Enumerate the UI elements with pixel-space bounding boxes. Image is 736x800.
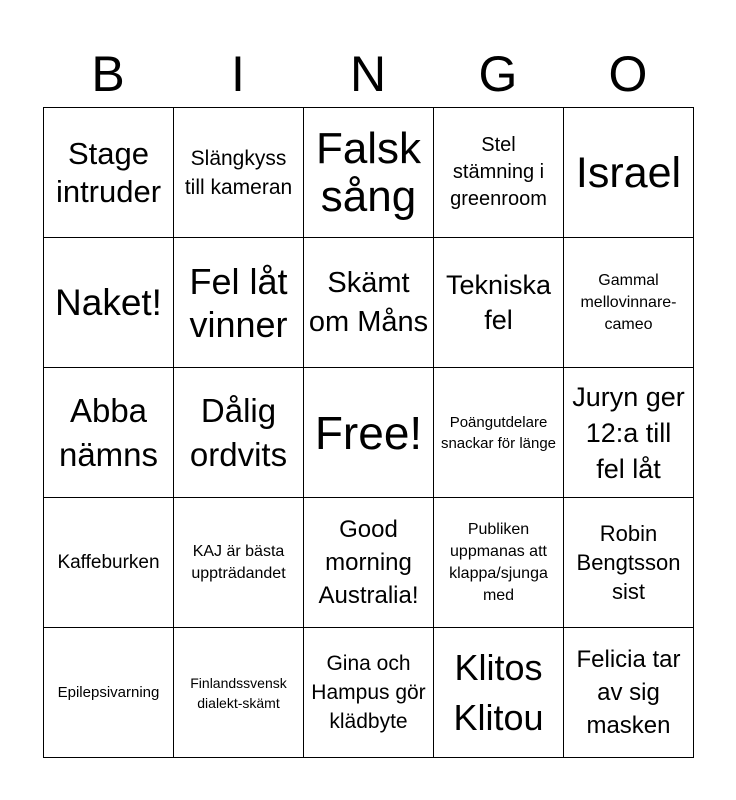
- header-letter-g: G: [478, 46, 518, 102]
- grid-row: [44, 628, 694, 758]
- bingo-cell[interactable]: Stage intruder: [44, 108, 174, 238]
- bingo-grid: [43, 107, 694, 758]
- bingo-cell[interactable]: Klitos Klitou: [434, 628, 564, 758]
- bingo-cell[interactable]: Publiken uppmanas att klappa/sjunga med: [434, 498, 564, 628]
- bingo-cell[interactable]: Fel låt vinner: [174, 238, 304, 368]
- bingo-header: [43, 44, 693, 104]
- bingo-cell[interactable]: Israel: [564, 108, 694, 238]
- bingo-cell[interactable]: Epilepsivarning: [44, 628, 174, 758]
- header-letter-o: O: [608, 46, 648, 102]
- grid-row: [44, 498, 694, 628]
- bingo-cell[interactable]: KAJ är bästa uppträdandet: [174, 498, 304, 628]
- bingo-cell[interactable]: Dålig ordvits: [174, 368, 304, 498]
- bingo-cell[interactable]: Tekniska fel: [434, 238, 564, 368]
- bingo-cell[interactable]: Gina och Hampus gör klädbyte: [304, 628, 434, 758]
- bingo-cell[interactable]: Skämt om Måns: [304, 238, 434, 368]
- bingo-cell[interactable]: Gammal mellovinnare-cameo: [564, 238, 694, 368]
- bingo-cell[interactable]: Felicia tar av sig masken: [564, 628, 694, 758]
- bingo-cell[interactable]: Juryn ger 12:a till fel låt: [564, 368, 694, 498]
- header-letter-n: N: [349, 46, 387, 102]
- bingo-cell[interactable]: Naket!: [44, 238, 174, 368]
- bingo-cell[interactable]: Kaffeburken: [44, 498, 174, 628]
- header-letter-i: I: [231, 46, 245, 102]
- header-letter-b: B: [91, 46, 125, 102]
- bingo-cell[interactable]: Stel stämning i greenroom: [434, 108, 564, 238]
- bingo-cell[interactable]: Poängutdelare snackar för länge: [434, 368, 564, 498]
- grid-row: [44, 368, 694, 498]
- bingo-cell[interactable]: Falsk sång: [304, 108, 434, 238]
- bingo-cell[interactable]: Abba nämns: [44, 368, 174, 498]
- grid-row: [44, 108, 694, 238]
- bingo-cell[interactable]: Slängkyss till kameran: [174, 108, 304, 238]
- bingo-cell[interactable]: Finlandssvensk dialekt-skämt: [174, 628, 304, 758]
- bingo-cell[interactable]: Free!: [304, 368, 434, 498]
- grid-row: [44, 238, 694, 368]
- bingo-cell[interactable]: Robin Bengtsson sist: [564, 498, 694, 628]
- bingo-cell[interactable]: Good morning Australia!: [304, 498, 434, 628]
